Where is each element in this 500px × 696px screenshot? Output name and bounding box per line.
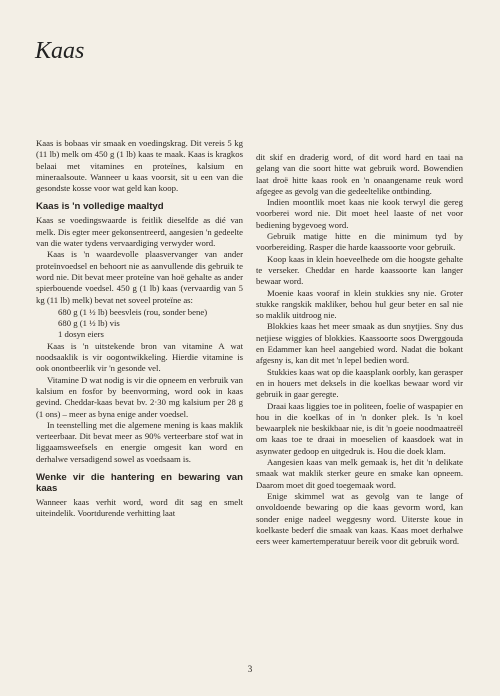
paragraph: In teenstelling met die algemene mening is kaas maklik verteerbaar. Dit bevat meer as 90% verteerbare stof wat in liggaamsweefsels en energie omgesit kan word en derhalwe versadigend sowel as voedsaam is. bbox=[36, 419, 243, 464]
paragraph: Moenie kaas vooraf in klein stukkies sny nie. Groter stukke rangskik makliker, behou hul geur beter en sal nie so maklik uitdroog nie. bbox=[256, 287, 463, 321]
list-item: 680 g (1 ½ lb) vis bbox=[58, 318, 120, 329]
paragraph: Wanneer kaas verhit word, word dit sag en smelt uiteindelik. Voortdurende verhitting laat bbox=[36, 497, 243, 519]
list-item: 1 dosyn eiers bbox=[58, 329, 104, 340]
intro-paragraph: Kaas is bobaas vir smaak en voedingskrag. Dit vereis 5 kg (11 lb) melk om 450 g (1 lb) kaas te maak. Kaas is kragkos belaai met vitamines en proteïnes, kalsium en mineraalsoute. Wanneer u kaas voorsit, sit u een van die gesondste kosse voor wat geld kan koop. bbox=[36, 138, 243, 194]
list-item: 680 g (1 ½ lb) beesvleis (rou, sonder bene) bbox=[58, 306, 208, 317]
section-heading: Wenke vir die hantering en bewaring van kaas bbox=[36, 472, 243, 495]
section-heading: Kaas is 'n volledige maaltyd bbox=[36, 201, 164, 213]
chapter-title: Kaas bbox=[35, 38, 85, 64]
paragraph: dit skif en draderig word, of dit word hard en taai na gelang van die soort hitte wat gebruik word. Bowendien laat droë hitte kaas rook en 'n onaangename reuk word afgegee as gevolg van die gedeeltelike ontbinding. bbox=[256, 152, 463, 196]
paragraph: Draai kaas liggies toe in politeen, foelie of waspapier en hou in die koelkas of in 'n donker plek. Is 'n koel bewaarplek nie beskikbaar nie, is dit 'n goeie noodmaatreël om kaas toe te draai in moeselien of kaasdoek wat in asynwater gedoop en uitgedruk is. Hou die doek klam. bbox=[256, 400, 463, 456]
paragraph: Aangesien kaas van melk gemaak is, het dit 'n delikate smaak wat maklik sterker geure en smake kan opneem. Daarom moet dit goed toegemaak word. bbox=[256, 457, 463, 490]
right-column bbox=[256, 152, 463, 547]
page-number: 3 bbox=[247, 664, 253, 674]
paragraph: Blokkies kaas het meer smaak as dun snytjies. Sny dus netjiese wiggies of blokkies. Kaassoorte soos Dwerggouda en Edammer kan heel aangebied word. Nadat die bokant afgesny is, kan dit met 'n lepel bedien word. bbox=[256, 321, 463, 366]
paragraph: Kaas se voedingswaarde is feitlik dieselfde as dié van melk. Dis egter meer gekonsentreerd, aangesien 'n gedeelte van die water tydens vervaardiging verwyder word. bbox=[36, 215, 243, 249]
paragraph: Koop kaas in klein hoeveelhede om die hoogste gehalte te verseker. Cheddar en harde kaassoorte kan langer bewaar word. bbox=[256, 253, 463, 287]
paragraph: Kaas is 'n waardevolle plaasvervanger van ander proteïnvoedsel en behoort nie as aanvullende dis gebruik te word nie. Dit bevat meer proteïne van hoë gehalte as ander spierbouende voedsel. 450 g (1 lb) kaas (vervaardig van 5 kg (11 lb) melk) bevat net soveel proteïne as: bbox=[36, 249, 243, 305]
paragraph: Indien moontlik moet kaas nie kook terwyl die gereg voorberei word nie. Dit moet heel laaste of net voor bediening bygevoeg word. bbox=[256, 197, 463, 230]
paragraph: Kaas is 'n uitstekende bron van vitamine A wat noodsaaklik is vir oogontwikkeling. Hierdie vitamine is ook onontbeerlik vir 'n gesonde vel. bbox=[36, 340, 243, 374]
paragraph: Vitamine D wat nodig is vir die opneem en verbruik van kalsium en fosfor by beenvorming, word ook in kaas gevind. Cheddar-kaas bevat bv. 2·30 mg kalsium per 28 g (1 ons) – meer as byna enige ander voedsel. bbox=[36, 374, 243, 419]
paragraph: Enige skimmel wat as gevolg van te lange of onvoldoende bewaring op die kaas gevorm word, kan sonder enige nadeel weggesny word. Uiterste koue in koelkaste bederf die smaak van kaas. Kaas moet derhalwe eers weer kamertemperatuur bereik voor dit gebruik word. bbox=[256, 490, 463, 547]
paragraph: Stukkies kaas wat op die kaasplank oorbly, kan gerasper en in houers met deksels in die koelkas bewaar word vir gebruik in gaar geregte. bbox=[256, 366, 463, 400]
left-column bbox=[36, 138, 243, 520]
protein-equivalents-list bbox=[58, 307, 243, 341]
paragraph: Gebruik matige hitte en die minimum tyd by voorbereiding. Rasper die harde kaassoorte voor gebruik. bbox=[256, 231, 463, 253]
